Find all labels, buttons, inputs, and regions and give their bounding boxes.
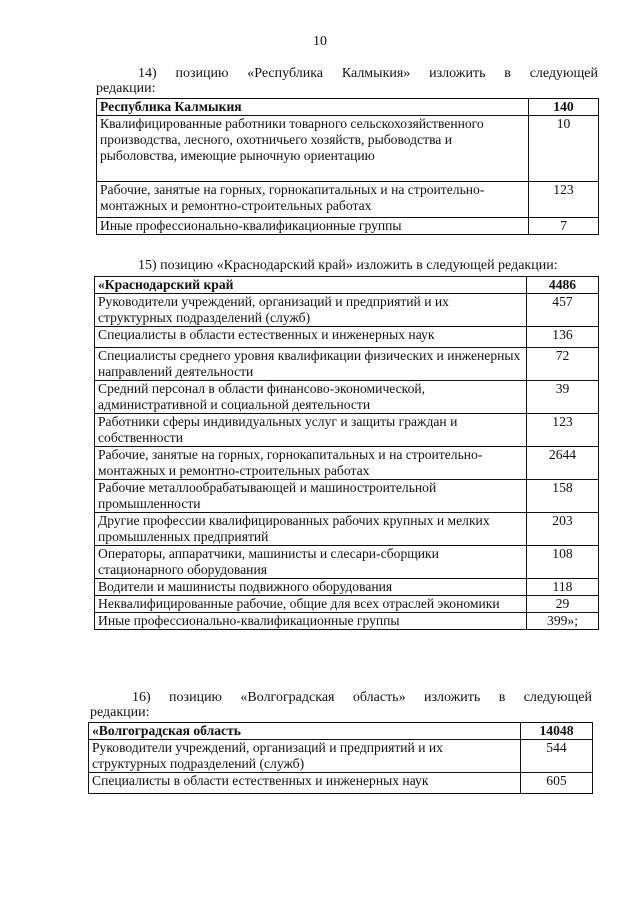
section-14-intro-text: 14) позицию «Республика Калмыкия» изложить в следующей (138, 66, 598, 81)
table-row (95, 381, 599, 414)
section-14-table (96, 98, 599, 235)
page-number: 10 (313, 34, 327, 49)
row-label: Рабочие металлообрабатывающей и машиностроительной промышленности (95, 480, 527, 513)
row-label: Работники сферы индивидуальных услуг и защиты граждан и собственности (95, 414, 527, 447)
row-label: Другие профессии квалифицированных рабочих крупных и мелких промышленных предприятий (95, 513, 527, 546)
row-label: Средний персонал в области финансово-экономической, административной и социальной деятельности (95, 381, 527, 414)
row-value: 457 (527, 294, 599, 327)
region-total: 4486 (527, 277, 599, 294)
table-row (95, 480, 599, 513)
table-row (97, 182, 599, 218)
row-value: 108 (527, 546, 599, 579)
row-label: Специалисты в области естественных и инженерных наук (89, 773, 521, 794)
row-label: Неквалифицированные рабочие, общие для всех отраслей экономики (95, 596, 527, 613)
region-total: 140 (529, 99, 599, 116)
table-row (95, 447, 599, 480)
row-value: 10 (529, 116, 599, 182)
table-row (95, 414, 599, 447)
table-row (95, 294, 599, 327)
table-row (89, 740, 593, 773)
row-value: 136 (527, 327, 599, 348)
row-label: Руководители учреждений, организаций и предприятий и их структурных подразделений (служб) (89, 740, 521, 773)
section-16-table (88, 722, 593, 794)
table-row (95, 613, 599, 630)
section-15-table (94, 276, 599, 630)
row-label: Рабочие, занятые на горных, горнокапитальных и на строительно-монтажных и ремонтно-строительных работах (95, 447, 527, 480)
table-row (97, 116, 599, 182)
section-16-intro-text: 16) позицию «Волгоградская область» изложить в следующей (132, 690, 592, 705)
row-label: Водители и машинисты подвижного оборудования (95, 579, 527, 596)
table-header-row (97, 99, 599, 116)
table-header-row (89, 723, 593, 740)
region-name: «Краснодарский край (95, 277, 527, 294)
table-header-row (95, 277, 599, 294)
table-row (95, 327, 599, 348)
row-label: Квалифицированные работники товарного сельскохозяйственного производства, лесного, охотничьего хозяйств, рыбоводства и рыболовства, имеющие рыночную ориентацию (97, 116, 529, 182)
row-label: Операторы, аппаратчики, машинисты и слесари-сборщики стационарного оборудования (95, 546, 527, 579)
row-value: 123 (529, 182, 599, 218)
row-value: 203 (527, 513, 599, 546)
row-value: 605 (521, 773, 593, 794)
row-value: 72 (527, 348, 599, 381)
table-row (95, 513, 599, 546)
table-row (95, 348, 599, 381)
section-14-intro (96, 66, 598, 96)
section-16-intro (90, 690, 592, 720)
table-row (95, 546, 599, 579)
row-value: 158 (527, 480, 599, 513)
row-value: 544 (521, 740, 593, 773)
row-value: 123 (527, 414, 599, 447)
row-value: 118 (527, 579, 599, 596)
row-label: Специалисты в области естественных и инженерных наук (95, 327, 527, 348)
row-value: 39 (527, 381, 599, 414)
row-value: 399»; (527, 613, 599, 630)
row-value: 7 (529, 218, 599, 235)
row-label: Иные профессионально-квалификационные группы (95, 613, 527, 630)
row-label: Руководители учреждений, организаций и предприятий и их структурных подразделений (служб) (95, 294, 527, 327)
region-total: 14048 (521, 723, 593, 740)
section-14-intro-continuation: редакции: (96, 81, 156, 96)
section-15-intro (138, 258, 598, 273)
region-name: «Волгоградская область (89, 723, 521, 740)
row-value: 29 (527, 596, 599, 613)
section-15-intro-text: 15) позицию «Краснодарский край» изложить в следующей редакции: (138, 258, 558, 273)
region-name: Республика Калмыкия (97, 99, 529, 116)
section-16-intro-continuation: редакции: (90, 705, 150, 720)
row-value: 2644 (527, 447, 599, 480)
table-row (95, 579, 599, 596)
row-label: Специалисты среднего уровня квалификации физических и инженерных направлений деятельности (95, 348, 527, 381)
table-row (95, 596, 599, 613)
row-label: Рабочие, занятые на горных, горнокапитальных и на строительно-монтажных и ремонтно-строительных работах (97, 182, 529, 218)
table-row (89, 773, 593, 794)
table-row (97, 218, 599, 235)
row-label: Иные профессионально-квалификационные группы (97, 218, 529, 235)
